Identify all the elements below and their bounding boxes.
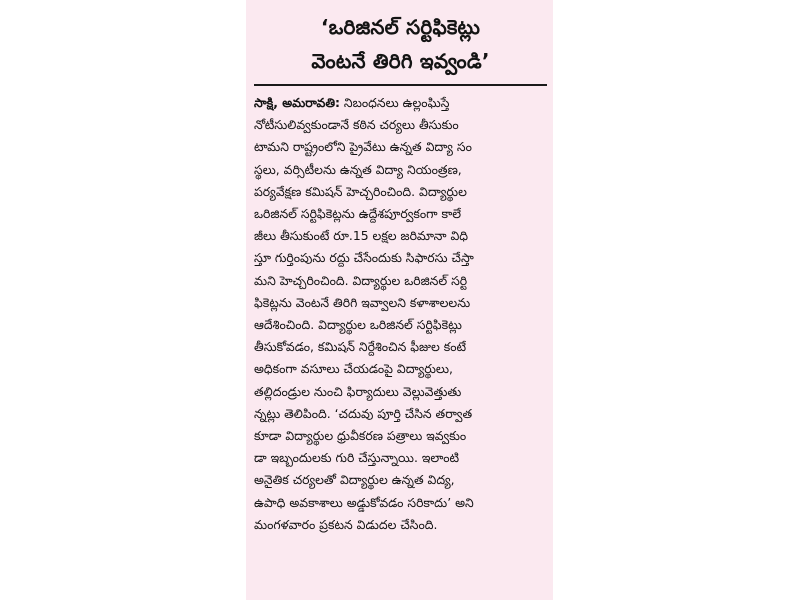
article-line: స్థలు, వర్సిటీలను ఉన్నత విద్యా నియంత్రణ, — [254, 161, 462, 177]
headline-line-2: వెంటనే తిరిగి ఇవ్వండి’ — [311, 49, 490, 73]
article-line: తల్లిదండ్రుల నుంచి ఫిర్యాదులు వెల్లువెత్తుతు — [254, 383, 462, 399]
dateline: సాక్షి, అమరావతి: — [254, 95, 340, 110]
article-line: స్తూ గుర్తింపును రద్దు చేసేందుకు సిఫారసు చేస్తా — [254, 250, 474, 266]
article-line: డా ఇబ్బందులకు గురి చేస్తున్నాయి. ఇలాంటి — [254, 450, 460, 466]
article-line: మని హెచ్చరించింది. విద్యార్థుల ఒరిజినల్ సర్టి — [254, 272, 468, 288]
article-body — [254, 92, 547, 536]
article-line: ఒరిజినల్ సర్టిఫికెట్లను ఉద్దేశపూర్వకంగా కాలే — [254, 206, 462, 222]
article-line: అనైతిక చర్యలతో విద్యార్థుల ఉన్నత విద్య, — [254, 472, 455, 488]
article-line: మంగళవారం ప్రకటన విడుదల చేసింది. — [254, 516, 438, 532]
article-line: అధికంగా వసూలు చేయడంపై విద్యార్థులు, — [254, 361, 453, 377]
headline — [254, 10, 547, 78]
article-line: జీలు తీసుకుంటే రూ.15 లక్షల జరిమానా విధి — [254, 228, 469, 244]
article-line: టామని రాష్ట్రంలోని ప్రైవేటు ఉన్నత విద్యా సం — [254, 139, 472, 155]
headline-line-1: ‘ఒరిజినల్ సర్టిఫికెట్లు — [320, 15, 481, 39]
article-line: నోటీసులివ్వకుండానే కఠిన చర్యలు తీసుకుం — [254, 117, 459, 133]
article-line: తీసుకోవడం, కమిషన్ నిర్దేశించిన ఫీజుల కంటే — [254, 339, 467, 355]
article-line: కూడా విద్యార్థుల ధ్రువీకరణ పత్రాలు ఇవ్వకుం — [254, 428, 467, 444]
headline-rule — [254, 84, 547, 86]
article-line: పర్యవేక్షణ కమిషన్ హెచ్చరించింది. విద్యార్థుల — [254, 183, 467, 199]
article-line-text: నిబంధనలు ఉల్లంఘిస్తే — [339, 95, 450, 110]
article-line: ఫికెట్లను వెంటనే తిరిగి ఇవ్వాలని కళాశాలలను — [254, 294, 471, 310]
article-line: ఆదేశించింది. విద్యార్థుల ఒరిజినల్ సర్టిఫికెట్లు — [254, 317, 462, 333]
news-clipping — [246, 0, 553, 600]
article-line: ఉపాధి అవకాశాలు అడ్డుకోవడం సరికాదు’ అని — [254, 494, 474, 510]
article-line — [254, 92, 547, 114]
article-line: న్నట్లు తెలిపింది. ‘చదువు పూర్తి చేసిన తర్వాత — [254, 405, 473, 421]
